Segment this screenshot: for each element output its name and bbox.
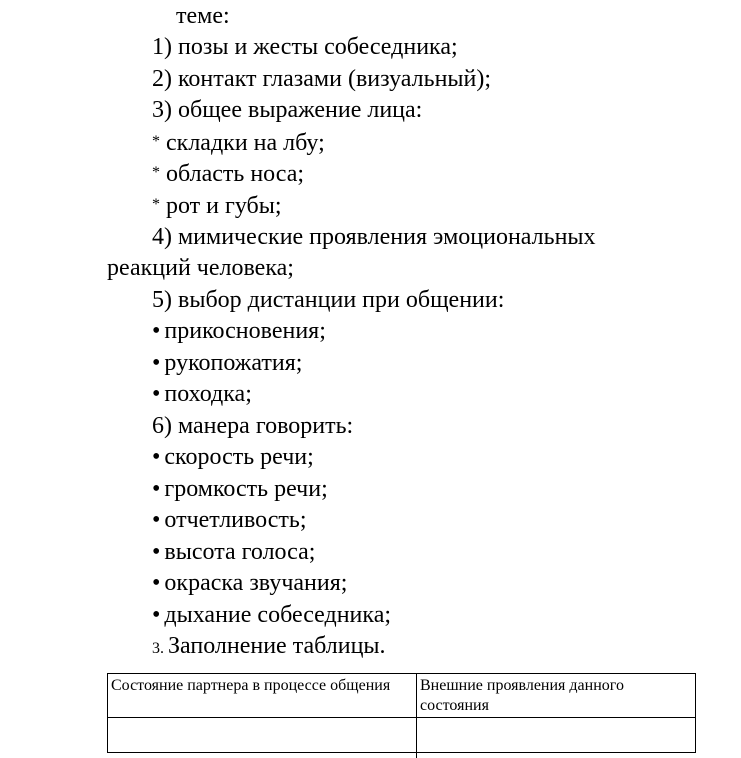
bullet-marker: • xyxy=(152,381,161,407)
sub-item-text: рот и губы; xyxy=(166,193,282,219)
list-item-2: 2) контакт глазами (визуальный); xyxy=(152,66,492,92)
sub-item-loudness xyxy=(152,474,328,504)
sub-item-text: дыхание собеседника; xyxy=(164,602,392,628)
bullet-marker: • xyxy=(152,444,161,470)
bullet-marker: • xyxy=(152,318,161,344)
sub-item-text: рукопожатия; xyxy=(164,350,303,376)
sub-item-text: область носа; xyxy=(166,161,305,187)
table-cell[interactable] xyxy=(108,718,417,758)
bullet-marker: • xyxy=(152,350,161,376)
table-cell[interactable] xyxy=(417,718,695,758)
bullet-marker: • xyxy=(152,570,161,596)
text-line-top-continuation: теме: xyxy=(176,3,230,29)
sub-item-timbre xyxy=(152,568,347,598)
observation-table xyxy=(107,673,696,753)
bullet-marker: • xyxy=(152,602,161,628)
sub-item-text: окраска звучания; xyxy=(164,570,348,596)
sub-item-touch xyxy=(152,316,326,346)
list-item-4-continuation: реакций человека; xyxy=(107,255,294,281)
list-item-6: 6) манера говорить: xyxy=(152,413,354,439)
sub-item-gait xyxy=(152,379,252,409)
asterisk-marker: * xyxy=(152,164,160,181)
sub-item-pitch xyxy=(152,537,315,567)
sub-item-text: отчетливость; xyxy=(164,507,307,533)
table-header-external-signs: Внешние проявления данного состояния xyxy=(417,674,695,718)
sub-item-clarity xyxy=(152,505,307,535)
step-number: 3. xyxy=(152,640,164,657)
sub-item-text: походка; xyxy=(164,381,252,407)
bullet-marker: • xyxy=(152,539,161,565)
list-item-4: 4) мимические проявления эмоциональных xyxy=(152,224,596,250)
sub-item-forehead xyxy=(152,127,325,158)
sub-item-text: складки на лбу; xyxy=(166,130,325,156)
asterisk-marker: * xyxy=(152,196,160,213)
sub-item-speech-rate xyxy=(152,442,314,472)
bullet-marker: • xyxy=(152,507,161,533)
table-header-partner-state: Состояние партнера в процессе общения xyxy=(108,674,417,718)
bullet-marker: • xyxy=(152,476,161,502)
sub-item-breathing xyxy=(152,600,391,630)
step-3-heading xyxy=(152,631,386,664)
sub-item-text: скорость речи; xyxy=(164,444,314,470)
sub-item-nose xyxy=(152,158,304,189)
list-item-5: 5) выбор дистанции при общении: xyxy=(152,287,505,313)
sub-item-text: прикосновения; xyxy=(164,318,326,344)
step-text: Заполнение таблицы. xyxy=(168,633,386,659)
list-item-3: 3) общее выражение лица: xyxy=(152,97,423,123)
sub-item-mouth xyxy=(152,190,282,221)
sub-item-text: высота голоса; xyxy=(164,539,316,565)
sub-item-handshake xyxy=(152,348,302,378)
list-item-1: 1) позы и жесты собеседника; xyxy=(152,34,458,60)
asterisk-marker: * xyxy=(152,133,160,150)
sub-item-text: громкость речи; xyxy=(164,476,328,502)
